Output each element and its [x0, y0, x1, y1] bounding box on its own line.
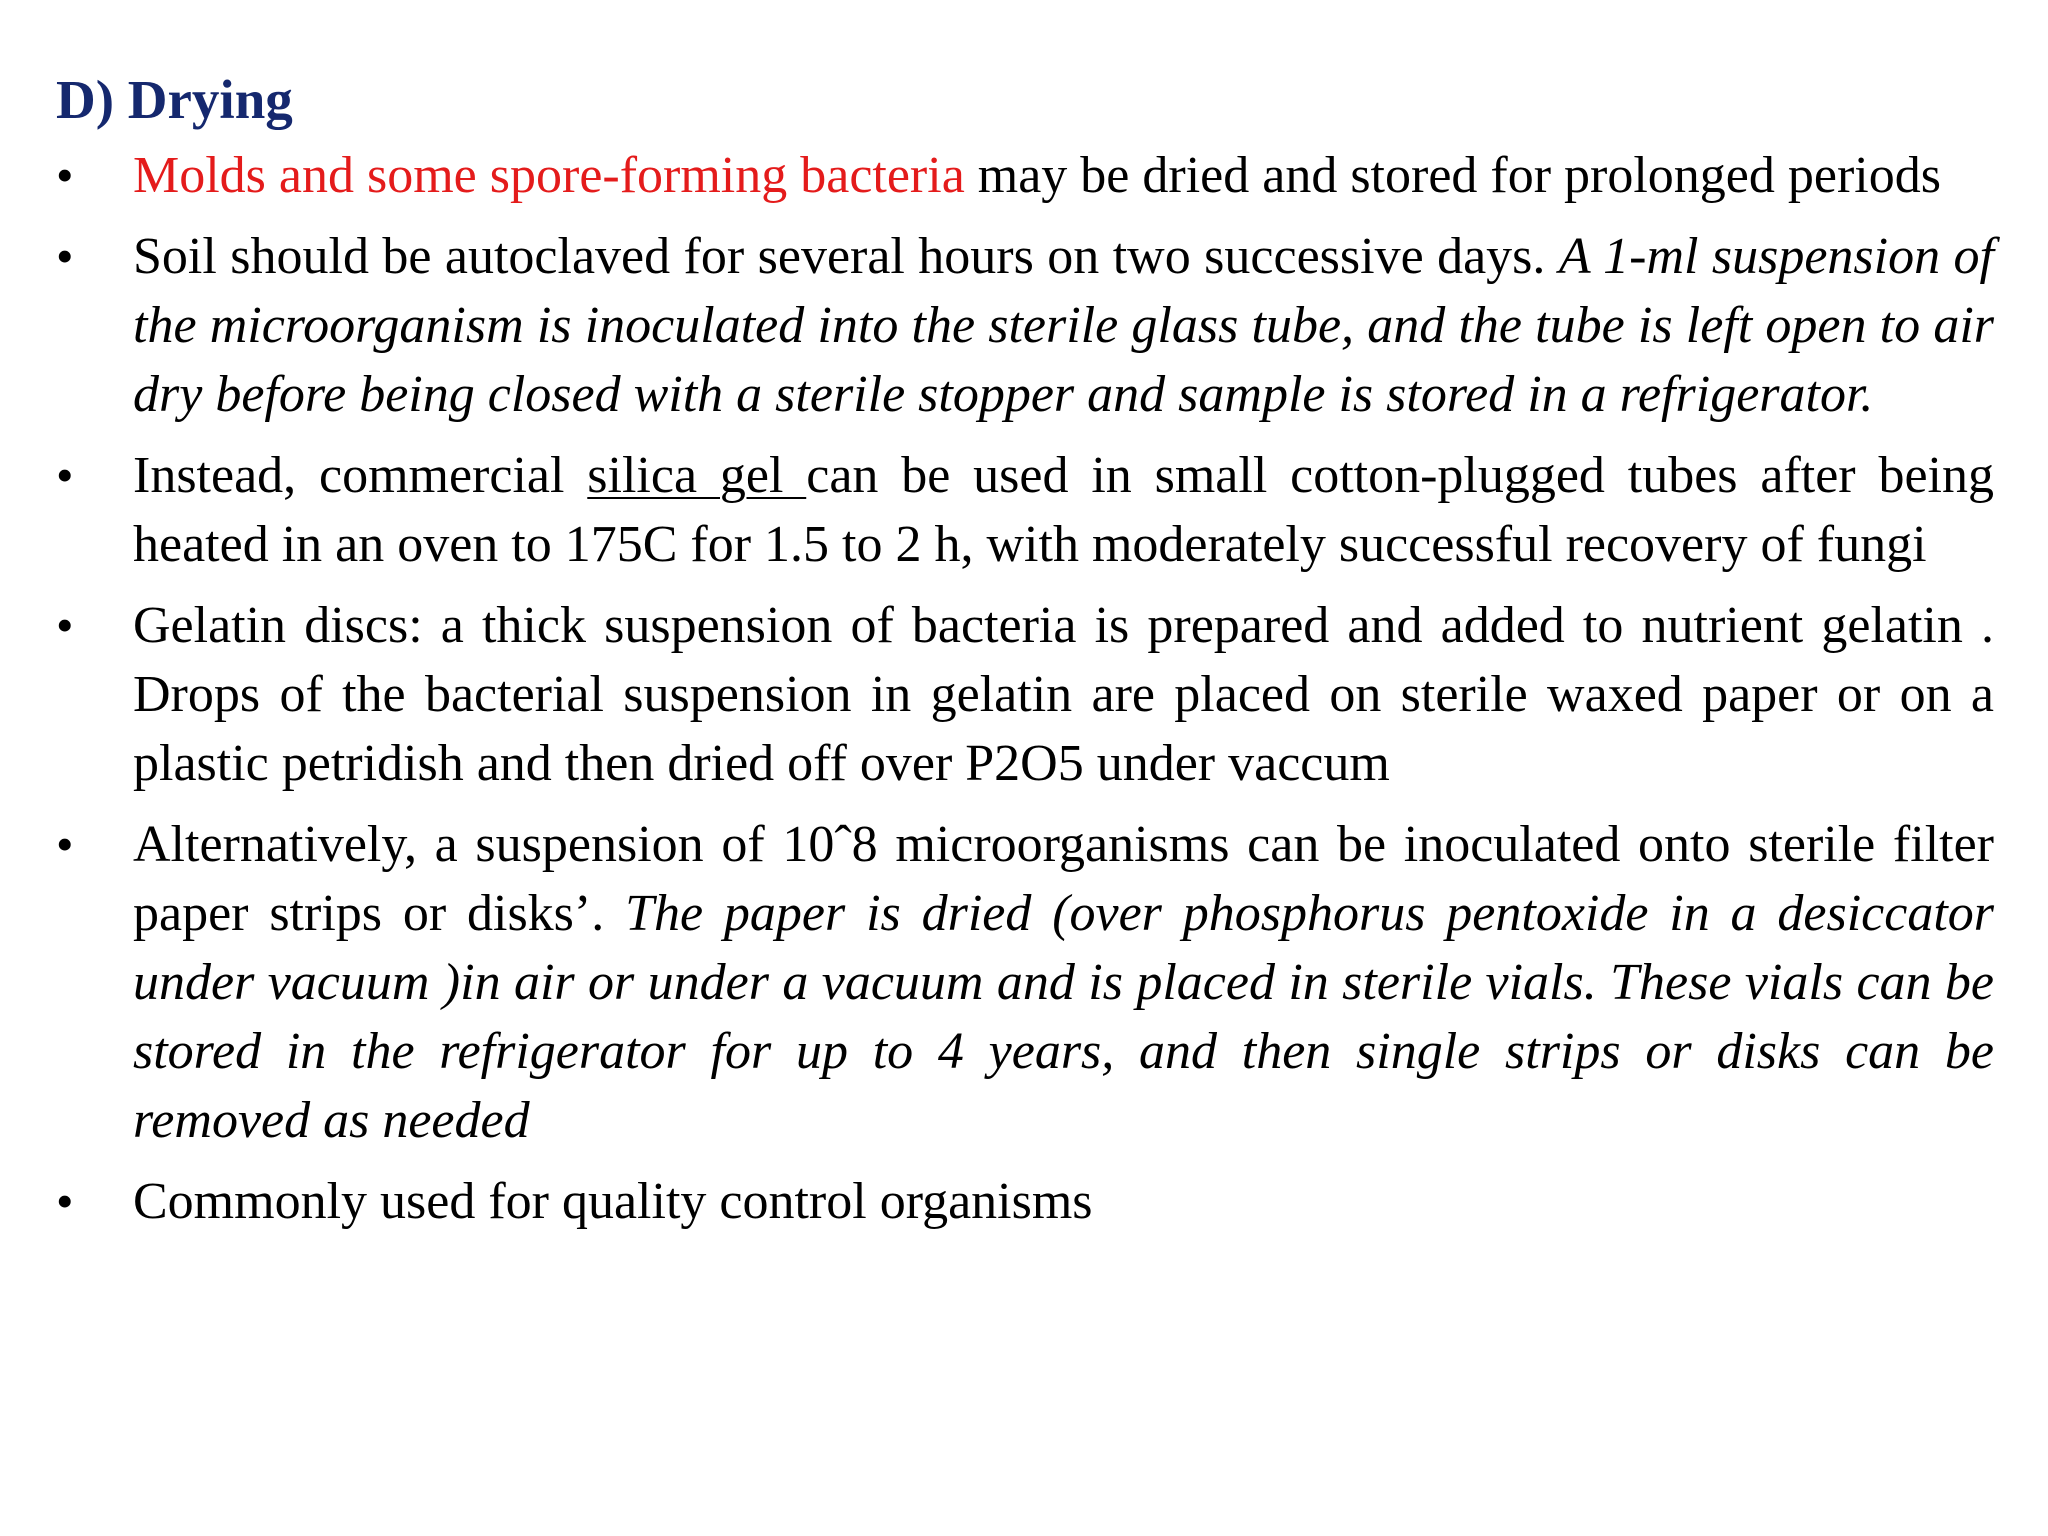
bullet-body: Alternatively, a suspension of 10ˆ8 microorganisms can be inoculated onto sterile filter paper strips or disks’.	[133, 816, 1994, 942]
bullet-text	[133, 222, 1994, 429]
bullet-list	[56, 141, 1994, 1248]
bullet-text	[133, 810, 1994, 1155]
bullet-item-filter-paper	[56, 810, 1994, 1155]
bullet-item-molds	[56, 141, 1994, 210]
bullet-item-gelatin-discs	[56, 591, 1994, 798]
italic-passage: A 1-ml suspension of the microorganism is inoculated into the sterile glass tube, and the tube is left open to air dry before being closed with a sterile stopper and sample is stored in a refrigerator.	[133, 228, 1995, 423]
italic-passage: The paper is dried (over phosphorus pentoxide in a desiccator under vacuum )in air or under a vacuum and is placed in sterile vials. These vials can be stored in the refrigerator for up to 4 years, and then single strips or disks can be removed as needed	[133, 885, 1995, 1149]
bullet-icon: •	[56, 597, 74, 653]
highlighted-phrase: Molds and some spore-forming bacteria	[133, 147, 965, 204]
bullet-text: Gelatin discs: a thick suspension of bacteria is prepared and added to nutrient gelatin . Drops of the bacterial suspension in gelatin are placed on sterile waxed paper or on a plastic petridish and then dried off over P2O5 under vaccum	[133, 597, 1994, 792]
bullet-body: Instead, commercial	[133, 447, 588, 504]
bullet-body: Soil should be autoclaved for several hours on two successive days.	[133, 228, 1559, 285]
bullet-item-soil	[56, 222, 1994, 429]
bullet-text	[133, 441, 1994, 579]
bullet-item-silica-gel	[56, 441, 1994, 579]
underlined-term: silica gel	[587, 447, 807, 504]
bullet-text	[133, 141, 1994, 210]
bullet-icon: •	[56, 228, 74, 284]
bullet-icon: •	[56, 447, 74, 503]
slide-heading: D) Drying	[56, 69, 293, 130]
bullet-body-continued: can be used in small cotton-plugged tubes after being heated in an oven to 175C for 1.5 to 2 h, with moderately successful recovery of fungi	[133, 447, 1994, 573]
bullet-text: Commonly used for quality control organisms	[133, 1173, 1093, 1230]
bullet-icon: •	[56, 1173, 74, 1229]
bullet-icon: •	[56, 147, 74, 203]
bullet-body: may be dried and stored for prolonged periods	[964, 147, 1941, 204]
bullet-item-quality-control	[56, 1167, 1994, 1236]
bullet-icon: •	[56, 816, 74, 872]
